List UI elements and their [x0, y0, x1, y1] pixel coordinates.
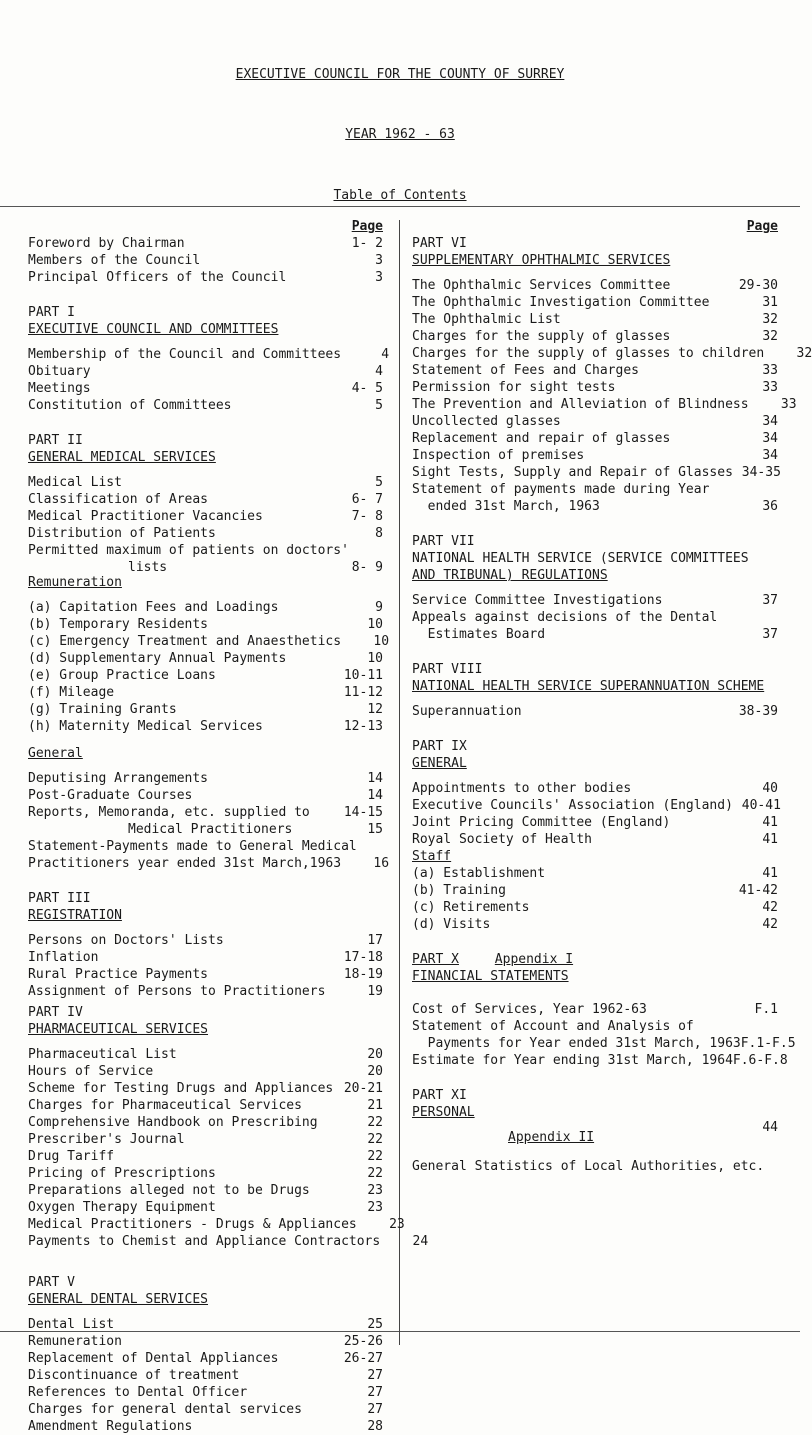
page-number: 11-12 — [343, 685, 383, 700]
entry-title: Prescriber's Journal — [28, 1132, 185, 1147]
entry-title: Sight Tests, Supply and Repair of Glasses — [412, 465, 733, 480]
part-label: PART V — [28, 1275, 75, 1290]
toc-entry — [28, 667, 383, 684]
toc-entry — [412, 481, 778, 498]
toc-entry — [412, 703, 778, 720]
toc-entry — [28, 932, 383, 949]
page-number: 21 — [367, 1098, 383, 1113]
part-label: PART VIII — [412, 662, 483, 677]
contents-heading: Table of Contents — [333, 188, 467, 203]
page-number: 40 — [762, 781, 778, 796]
entry-title: Classification of Areas — [28, 492, 209, 507]
toc-entry — [412, 916, 778, 933]
entry-title: Executive Councils' Association (England) — [412, 798, 733, 813]
entry-title: Discontinuance of treatment — [28, 1368, 240, 1383]
entry-title: Appeals against decisions of the Dental — [412, 610, 718, 625]
page-number: 29-30 — [738, 278, 778, 293]
entry-title: Royal Society of Health — [412, 832, 593, 847]
page-number: 20 — [367, 1064, 383, 1079]
toc-entry — [412, 882, 778, 899]
entry-title: ended 31st March, 1963 — [412, 499, 600, 514]
toc-entry — [412, 345, 812, 362]
toc-entry — [412, 899, 778, 916]
entry-title: Payments to Chemist and Appliance Contractors — [28, 1234, 381, 1249]
toc-entry — [412, 1052, 788, 1069]
toc-entry — [412, 294, 778, 311]
entry-title: Inflation — [28, 950, 99, 965]
entry-title: Joint Pricing Committee (England) — [412, 815, 671, 830]
entry-title: Estimate for Year ending 31st March, 1964 — [412, 1053, 733, 1068]
document-title: EXECUTIVE COUNCIL FOR THE COUNTY OF SURREY — [235, 67, 565, 82]
entry-title: Payments for Year ended 31st March, 1963 — [412, 1036, 741, 1051]
toc-entry — [28, 983, 383, 1000]
toc-entry — [28, 1384, 383, 1401]
entry-title: (b) Temporary Residents — [28, 617, 209, 632]
entry-title: Medical Practitioners - Drugs & Appliances — [28, 1217, 357, 1232]
section-heading: PHARMACEUTICAL SERVICES — [28, 1022, 209, 1037]
entry-title: (d) Visits — [412, 917, 491, 932]
toc-entry — [412, 1120, 778, 1146]
page-number: 20-21 — [343, 1081, 383, 1096]
entry-title: Persons on Doctors' Lists — [28, 933, 224, 948]
section-heading-continued: AND TRIBUNAL) REGULATIONS — [412, 568, 608, 583]
toc-entry — [412, 328, 778, 345]
page-number: 26-27 — [343, 1351, 383, 1366]
page-number: 22 — [367, 1149, 383, 1164]
page-number: 8- 9 — [351, 560, 383, 575]
toc-entry — [412, 592, 778, 609]
toc-entry — [412, 379, 778, 396]
section-heading: NATIONAL HEALTH SERVICE (SERVICE COMMITTEES — [412, 551, 749, 566]
entry-title: Medical List — [28, 475, 122, 490]
entry-title: Practitioners year ended 31st March,1963 — [28, 856, 342, 871]
toc-entry — [412, 464, 781, 481]
part-label: PART III — [28, 891, 91, 906]
entry-title: Pricing of Prescriptions — [28, 1166, 216, 1181]
page-number: 41-42 — [738, 883, 778, 898]
toc-entry — [28, 1367, 383, 1384]
entry-title: Charges for the supply of glasses — [412, 329, 671, 344]
entry-title: lists — [128, 560, 168, 575]
entry-title: Charges for the supply of glasses to children — [412, 346, 765, 361]
page-number: 33 — [780, 397, 797, 412]
page-number: 17 — [367, 933, 383, 948]
page-number: 32 — [762, 312, 778, 327]
toc-entry — [28, 1333, 383, 1350]
toc-entry — [28, 1165, 383, 1182]
toc-entry — [412, 413, 778, 430]
page-number: 27 — [367, 1402, 383, 1417]
entry-title: Statement-Payments made to General Medical — [28, 839, 357, 854]
entry-title: (e) Group Practice Loans — [28, 668, 216, 683]
page-number: 37 — [762, 593, 778, 608]
toc-entry — [412, 865, 778, 882]
page-number: 16 — [373, 856, 390, 871]
toc-entry — [412, 1035, 796, 1052]
part-label: PART X — [412, 952, 459, 967]
toc-entry — [28, 1350, 383, 1367]
toc-entry — [28, 380, 383, 397]
toc-entry — [28, 949, 383, 966]
page-number: 28 — [367, 1419, 383, 1434]
page-number: 4 — [381, 347, 390, 362]
entry-title: Comprehensive Handbook on Prescribing — [28, 1115, 318, 1130]
page-number: 23 — [367, 1183, 383, 1198]
entry-title: Permission for sight tests — [412, 380, 616, 395]
page-number: 20 — [367, 1047, 383, 1062]
toc-entry — [28, 1401, 383, 1418]
entry-title: Statement of Account and Analysis of — [412, 1019, 694, 1034]
page-number: 8 — [375, 526, 383, 541]
entry-title: Obituary — [28, 364, 91, 379]
entry-title: The Prevention and Alleviation of Blindness — [412, 397, 749, 412]
entry-title: Reports, Memoranda, etc. supplied to — [28, 805, 310, 820]
entry-title: Members of the Council — [28, 253, 201, 268]
entry-title: Remuneration — [28, 1334, 122, 1349]
entry-title: (b) Training — [412, 883, 506, 898]
toc-entry — [412, 396, 797, 413]
page-number: 10 — [367, 651, 383, 666]
page-number: 32 — [762, 329, 778, 344]
toc-entry — [28, 633, 390, 650]
entry-title: Charges for general dental services — [28, 1402, 302, 1417]
toc-entry — [412, 609, 778, 626]
section-heading: NATIONAL HEALTH SERVICE SUPERANNUATION SCHEME — [412, 679, 765, 694]
page-number: 5 — [375, 398, 383, 413]
page-number: 23 — [389, 1217, 405, 1232]
toc-entry — [28, 491, 383, 508]
toc-entry — [412, 814, 778, 831]
toc-entry — [28, 1131, 383, 1148]
toc-entry — [28, 684, 383, 701]
page-number: 41 — [762, 815, 778, 830]
toc-entry — [28, 1046, 383, 1063]
toc-entry — [412, 626, 778, 643]
toc-entry — [28, 821, 383, 838]
page-number: 41 — [762, 866, 778, 881]
page-number: 7- 8 — [351, 509, 383, 524]
page-number: 42 — [762, 917, 778, 932]
entry-title: Medical Practitioners — [128, 822, 293, 837]
page-number: 15 — [367, 822, 383, 837]
section-heading: PERSONAL — [412, 1105, 475, 1120]
page-number: 32 — [796, 346, 812, 361]
toc-entry — [28, 363, 383, 380]
toc-entry — [28, 1199, 383, 1216]
page-number: 10 — [367, 617, 383, 632]
part-label: PART XI — [412, 1088, 467, 1103]
entry-title: (c) Emergency Treatment and Anaesthetics — [28, 634, 342, 649]
page-number: 40-41 — [741, 798, 781, 813]
toc-entry — [28, 838, 383, 855]
top-rule — [0, 206, 800, 207]
toc-entry — [28, 770, 383, 787]
toc-entry — [28, 966, 383, 983]
toc-entry — [28, 1080, 383, 1097]
section-heading: GENERAL — [412, 756, 467, 771]
page-number: 6- 7 — [351, 492, 383, 507]
page-number: 31 — [762, 295, 778, 310]
toc-entry — [28, 397, 383, 414]
entry-title: Inspection of premises — [412, 448, 585, 463]
page-number: 10 — [373, 634, 390, 649]
entry-title: Medical Practitioner Vacancies — [28, 509, 263, 524]
page-number: F.1-F.5 — [740, 1036, 796, 1051]
entry-title: Scheme for Testing Drugs and Appliances — [28, 1081, 334, 1096]
page-number: 22 — [367, 1115, 383, 1130]
page-number: 14 — [367, 788, 383, 803]
entry-title: (a) Capitation Fees and Loadings — [28, 600, 279, 615]
toc-entry — [412, 498, 778, 515]
section-heading: GENERAL DENTAL SERVICES — [28, 1292, 209, 1307]
section-heading: SUPPLEMENTARY OPHTHALMIC SERVICES — [412, 253, 671, 268]
part-label: PART VI — [412, 236, 467, 251]
entry-title: Statement of payments made during Year — [412, 482, 710, 497]
page-number: 42 — [762, 900, 778, 915]
page-number: 9 — [375, 600, 383, 615]
entry-title: Membership of the Council and Committees — [28, 347, 342, 362]
toc-entry — [412, 362, 778, 379]
page-number: 25 — [367, 1317, 383, 1332]
toc-entry — [28, 474, 383, 491]
entry-title: Charges for Pharmaceutical Services — [28, 1098, 302, 1113]
entry-title: Dental List — [28, 1317, 115, 1332]
page-number: 38-39 — [738, 704, 778, 719]
toc-entry — [412, 277, 778, 294]
entry-title: (a) Establishment — [412, 866, 546, 881]
entry-title: (d) Supplementary Annual Payments — [28, 651, 287, 666]
entry-title: Oxygen Therapy Equipment — [28, 1200, 216, 1215]
page-number: 14 — [367, 771, 383, 786]
page-number: 12 — [367, 702, 383, 717]
toc-entry — [28, 616, 383, 633]
entry-title: Cost of Services, Year 1962-63 — [412, 1002, 647, 1017]
entry-title: (c) Retirements — [412, 900, 530, 915]
page-number: 34 — [762, 448, 778, 463]
page-number: 34 — [762, 431, 778, 446]
toc-entry — [412, 780, 778, 797]
toc-entry — [28, 235, 383, 252]
entry-title: (g) Training Grants — [28, 702, 177, 717]
page-number: 37 — [762, 627, 778, 642]
toc-entry — [28, 542, 383, 559]
left-column — [28, 218, 429, 1435]
toc-entry — [28, 1233, 429, 1250]
section-heading: GENERAL MEDICAL SERVICES — [28, 450, 216, 465]
toc-entry — [28, 1097, 383, 1114]
toc-entry — [412, 1001, 778, 1018]
toc-entry — [28, 1148, 383, 1165]
page-number: 22 — [367, 1132, 383, 1147]
part-label: PART I — [28, 305, 75, 320]
toc-entry — [28, 599, 383, 616]
entry-title: Rural Practice Payments — [28, 967, 209, 982]
right-column — [412, 218, 812, 1175]
entry-title: Deputising Arrangements — [28, 771, 209, 786]
entry-title: Replacement and repair of glasses — [412, 431, 671, 446]
page-number: 23 — [367, 1200, 383, 1215]
page-number: 14-15 — [343, 805, 383, 820]
entry-title: References to Dental Officer — [28, 1385, 248, 1400]
page-number: 22 — [367, 1166, 383, 1181]
entry-title: Principal Officers of the Council — [28, 270, 287, 285]
page-number: 12-13 — [343, 719, 383, 734]
page-number: 10-11 — [343, 668, 383, 683]
page-number: 3 — [375, 270, 383, 285]
toc-entry — [412, 430, 778, 447]
page-number: 41 — [762, 832, 778, 847]
sub-heading: Staff — [412, 849, 452, 864]
page-number: 18-19 — [343, 967, 383, 982]
page-number: 34-35 — [741, 465, 781, 480]
page-number: 5 — [375, 475, 383, 490]
entry-title: (f) Mileage — [28, 685, 115, 700]
entry-title: Drug Tariff — [28, 1149, 115, 1164]
appendix-label: Appendix II — [508, 1130, 595, 1145]
part-label: PART IX — [412, 739, 467, 754]
page-number: 17-18 — [343, 950, 383, 965]
page-number: 33 — [762, 363, 778, 378]
entry-title: Post-Graduate Courses — [28, 788, 193, 803]
entry-title: (h) Maternity Medical Services — [28, 719, 263, 734]
toc-entry — [412, 1018, 778, 1035]
entry-title: Distribution of Patients — [28, 526, 216, 541]
entry-title: General Statistics of Local Authorities, etc. — [412, 1159, 765, 1174]
entry-title: Preparations alleged not to be Drugs — [28, 1183, 310, 1198]
toc-entry — [28, 252, 383, 269]
sub-heading: General — [28, 746, 83, 761]
part-label: PART II — [28, 433, 83, 448]
toc-entry — [28, 650, 383, 667]
year-heading: YEAR 1962 - 63 — [345, 127, 455, 142]
page-number: 3 — [375, 253, 383, 268]
page-number: 36 — [762, 499, 778, 514]
entry-title: Pharmaceutical List — [28, 1047, 177, 1062]
page-number: 24 — [412, 1234, 429, 1249]
entry-title: The Ophthalmic Investigation Committee — [412, 295, 710, 310]
appendix-label: Appendix I — [494, 952, 574, 967]
page-number: F.6-F.8 — [732, 1053, 788, 1068]
entry-title: The Ophthalmic List — [412, 312, 561, 327]
entry-title: Statement of Fees and Charges — [412, 363, 639, 378]
toc-entry — [28, 1316, 383, 1333]
part-label: PART VII — [412, 534, 475, 549]
toc-entry — [28, 346, 390, 363]
page-number: 27 — [367, 1385, 383, 1400]
toc-entry — [28, 855, 390, 872]
section-heading: FINANCIAL STATEMENTS — [412, 969, 569, 984]
page-number: 33 — [762, 380, 778, 395]
entry-title: Amendment Regulations — [28, 1419, 193, 1434]
entry-title: Replacement of Dental Appliances — [28, 1351, 279, 1366]
toc-entry — [28, 1216, 405, 1233]
entry-title: Superannuation — [412, 704, 522, 719]
toc-entry — [28, 1114, 383, 1131]
page-number: 25-26 — [343, 1334, 383, 1349]
entry-title: Assignment of Persons to Practitioners — [28, 984, 326, 999]
part-label-row — [412, 951, 778, 968]
page-number: 34 — [762, 414, 778, 429]
toc-entry — [412, 831, 778, 848]
toc-entry — [28, 1182, 383, 1199]
toc-entry — [412, 311, 778, 328]
entry-title: The Ophthalmic Services Committee — [412, 278, 671, 293]
toc-entry — [412, 797, 781, 814]
entry-title: Foreword by Chairman — [28, 236, 185, 251]
toc-entry — [28, 718, 383, 735]
toc-entry — [28, 787, 383, 804]
page-number: F.1 — [754, 1002, 778, 1017]
entry-title: Uncollected glasses — [412, 414, 561, 429]
toc-entry — [28, 508, 383, 525]
toc-entry — [28, 525, 383, 542]
section-heading: REGISTRATION — [28, 908, 122, 923]
column-divider — [399, 220, 400, 1345]
entry-title: Hours of Service — [28, 1064, 154, 1079]
page-column-label: Page — [351, 219, 383, 234]
entry-title: Constitution of Committees — [28, 398, 232, 413]
page-number: 1- 2 — [351, 236, 383, 251]
toc-entry — [412, 1158, 778, 1175]
section-heading: EXECUTIVE COUNCIL AND COMMITTEES — [28, 322, 279, 337]
page-number: 44 — [762, 1120, 778, 1135]
page-number: 27 — [367, 1368, 383, 1383]
toc-entry — [28, 269, 383, 286]
toc-entry — [28, 1063, 383, 1080]
entry-title: Meetings — [28, 381, 91, 396]
entry-title: Estimates Board — [412, 627, 546, 642]
toc-entry — [28, 701, 383, 718]
sub-heading: Remuneration — [28, 575, 122, 590]
entry-title: Permitted maximum of patients on doctors' — [28, 543, 349, 558]
page-number: 4 — [375, 364, 383, 379]
toc-entry — [28, 1418, 383, 1435]
toc-entry — [412, 447, 778, 464]
page-number: 4- 5 — [351, 381, 383, 396]
toc-entry — [28, 804, 383, 821]
page-number: 19 — [367, 984, 383, 999]
entry-title: Appointments to other bodies — [412, 781, 632, 796]
entry-title: Service Committee Investigations — [412, 593, 663, 608]
part-label: PART IV — [28, 1005, 83, 1020]
page-column-label: Page — [746, 219, 778, 234]
